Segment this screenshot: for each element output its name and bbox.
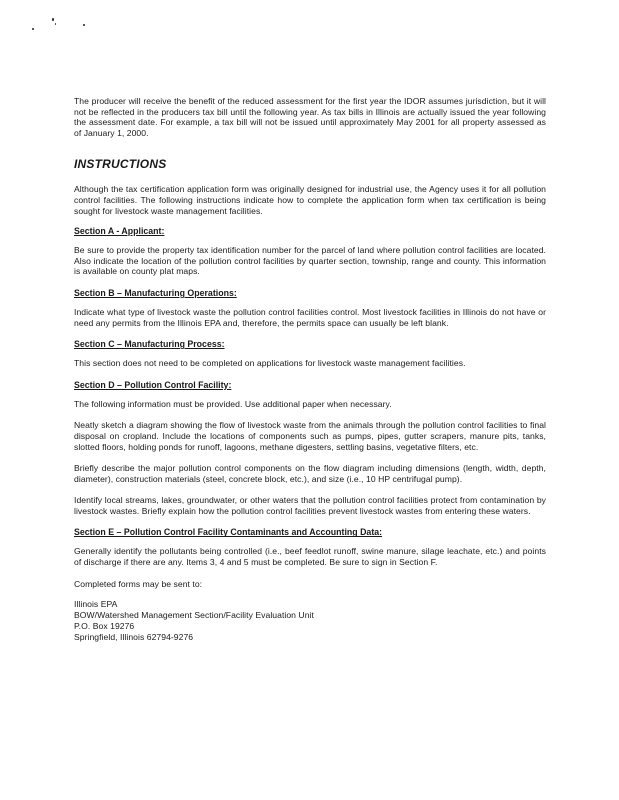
section-d-paragraph-1: The following information must be provided. Use additional paper when necessary. [74,398,392,409]
mailing-address [74,599,546,643]
instructions-heading: INSTRUCTIONS [74,157,167,172]
address-line-3: P.O. Box 19276 [74,621,135,632]
address-line-4: Springfield, Illinois 62794-9276 [74,632,194,643]
section-d-heading: Section D – Pollution Control Facility: [74,379,232,390]
section-a-paragraph: Be sure to provide the property tax identification number for the parcel of land where pollution control facilities are located. Also indicate the location of the pollution control facilities by quarter section, township, range and county. This information is available on county plat maps. [74,245,546,277]
section-d-paragraph-3: Briefly describe the major pollution control components on the flow diagram including dimensions (length, width, depth, diameter), construction materials (steel, concrete block, etc.), and size (i.e., 10 HP centrifugal pump). [74,463,546,484]
section-d-paragraph-2: Neatly sketch a diagram showing the flow of livestock waste from the animals through the pollution control facilities to final disposal on cropland. Include the locations of components such as pumps, pipes, gutter scrapers, manure pits, tanks, slotted floors, holding ponds for runoff, lagoons, methane digesters, settling basins, vegetative filters, etc. [74,420,546,452]
section-c-paragraph: This section does not need to be completed on applications for livestock waste management facilities. [74,358,466,369]
section-b-paragraph: Indicate what type of livestock waste the pollution control facilities control. Most livestock facilities in Illinois do not have or need any permits from the Illinois EPA and, therefore, the permits space can usually be left blank. [74,306,546,328]
section-e-paragraph-2: Completed forms may be sent to: [74,578,203,589]
document-body [74,96,546,643]
section-c-heading: Section C – Manufacturing Process: [74,339,225,350]
address-line-2: BOW/Watershed Management Section/Facility Evaluation Unit [74,610,314,621]
section-d-paragraph-4: Identify local streams, lakes, groundwater, or other waters that the pollution control facilities protect from contamination by livestock wastes. Briefly explain how the pollution control facilities prevent livestock wastes from entering these waters. [74,495,546,516]
section-b-heading: Section B – Manufacturing Operations: [74,287,237,298]
address-line-1: Illinois EPA [74,599,118,610]
intro-paragraph: The producer will receive the benefit of the reduced assessment for the first year the IDOR assumes jurisdiction, but it will not be reflected in the producers tax bill until the following year. As tax bills in Illinois are actually issued the year following the assessment date. For example, a tax bill will not be issued until approximately May 2001 for all property assessed as of January 1, 2000. [74,96,546,138]
instructions-paragraph: Although the tax certification application form was originally designed for industrial use, the Agency uses it for all pollution control facilities. The following instructions indicate how to complete the application form when tax certification is being sought for livestock waste management facilities. [74,184,546,216]
section-e-heading: Section E – Pollution Control Facility Contaminants and Accounting Data: [74,527,383,538]
section-a-heading: Section A - Applicant: [74,226,165,237]
section-e-paragraph-1: Generally identify the pollutants being controlled (i.e., beef feedlot runoff, swine manure, silage leachate, etc.) and points of discharge if there are any. Items 3, 4 and 5 must be completed. Be sure to sign in Section F. [74,546,546,568]
scan-specks [30,14,110,34]
